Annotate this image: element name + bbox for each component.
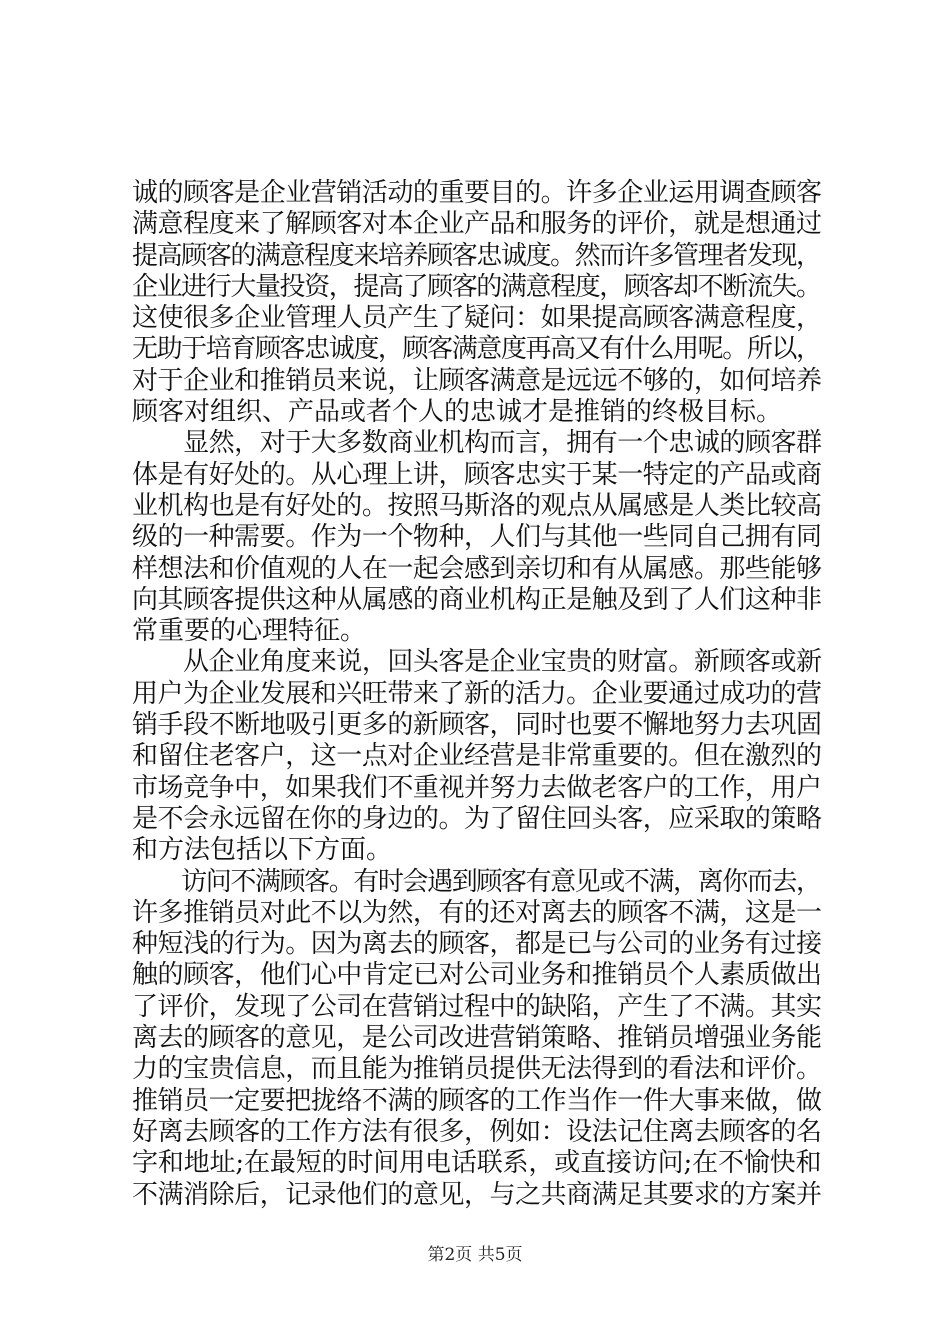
text-line: 种短浅的行为。因为离去的顾客，都是已与公司的业务有过接: [132, 929, 822, 960]
text-line: 访问不满顾客。有时会遇到顾客有意见或不满，离你而去，: [132, 866, 821, 897]
body-text: [132, 178, 822, 1211]
text-line: 了评价，发现了公司在营销过程中的缺陷，产生了不满。其实: [132, 991, 822, 1022]
text-line: 这使很多企业管理人员产生了疑问：如果提高顾客满意程度，: [132, 303, 822, 334]
page-footer: 第2页 共5页: [427, 1245, 523, 1265]
text-line: 向其顾客提供这种从属感的商业机构正是触及到了人们这种非: [132, 584, 822, 615]
text-line: 体是有好处的。从心理上讲，顾客忠实于某一特定的产品或商: [132, 459, 822, 490]
text-line: 样想法和价值观的人在一起会感到亲切和有从属感。那些能够: [132, 553, 822, 584]
text-line: 业机构也是有好处的。按照马斯洛的观点从属感是人类比较高: [132, 490, 822, 521]
text-line: 诚的顾客是企业营销活动的重要目的。许多企业运用调查顾客: [132, 178, 822, 208]
text-line: 用户为企业发展和兴旺带来了新的活力。企业要通过成功的营: [132, 678, 822, 709]
text-line: 推销员一定要把拢络不满的顾客的工作当作一件大事来做，做: [132, 1085, 822, 1116]
text-line: 无助于培育顾客忠诚度，顾客满意度再高又有什么用呢。所以，: [132, 334, 821, 365]
text-line: 企业进行大量投资，提高了顾客的满意程度，顾客却不断流失。: [132, 271, 821, 302]
text-line: 是不会永远留在你的身边的。为了留住回头客，应采取的策略: [132, 803, 822, 834]
text-line: 从企业角度来说，回头客是企业宝贵的财富。新顾客或新: [132, 647, 822, 678]
text-line: 对于企业和推销员来说，让顾客满意是远远不够的，如何培养: [132, 365, 822, 396]
text-line: 离去的顾客的意见，是公司改进营销策略、推销员增强业务能: [132, 1023, 822, 1054]
text-line: 许多推销员对此不以为然，有的还对离去的顾客不满，这是一: [132, 897, 822, 928]
text-line: 显然，对于大多数商业机构而言，拥有一个忠诚的顾客群: [132, 428, 822, 459]
text-line: 不满消除后，记录他们的意见，与之共商满足其要求的方案并: [132, 1179, 822, 1210]
text-line: 好离去顾客的工作方法有很多，例如：设法记住离去顾客的名: [132, 1116, 822, 1147]
text-line: 满意程度来了解顾客对本企业产品和服务的评价，就是想通过: [132, 209, 822, 240]
text-line: 市场竞争中，如果我们不重视并努力去做老客户的工作，用户: [132, 772, 822, 803]
text-line: 和方法包括以下方面。: [132, 835, 393, 866]
text-line: 顾客对组织、产品或者个人的忠诚才是推销的终极目标。: [132, 397, 783, 428]
text-line: 触的顾客，他们心中肯定已对公司业务和推销员个人素质做出: [132, 960, 822, 991]
text-line: 提高顾客的满意程度来培养顾客忠诚度。然而许多管理者发现，: [132, 240, 821, 271]
text-line: 销手段不断地吸引更多的新顾客，同时也要不懈地努力去巩固: [132, 710, 822, 741]
text-line: 力的宝贵信息，而且能为推销员提供无法得到的看法和评价。: [132, 1054, 822, 1085]
text-line: 常重要的心理特征。: [132, 616, 367, 647]
text-line: 和留住老客户，这一点对企业经营是非常重要的。但在激烈的: [132, 741, 822, 772]
text-line: 级的一种需要。作为一个物种，人们与其他一些同自己拥有同: [132, 522, 822, 553]
text-line: 字和地址;在最短的时间用电话联系，或直接访问;在不愉快和: [132, 1148, 822, 1179]
